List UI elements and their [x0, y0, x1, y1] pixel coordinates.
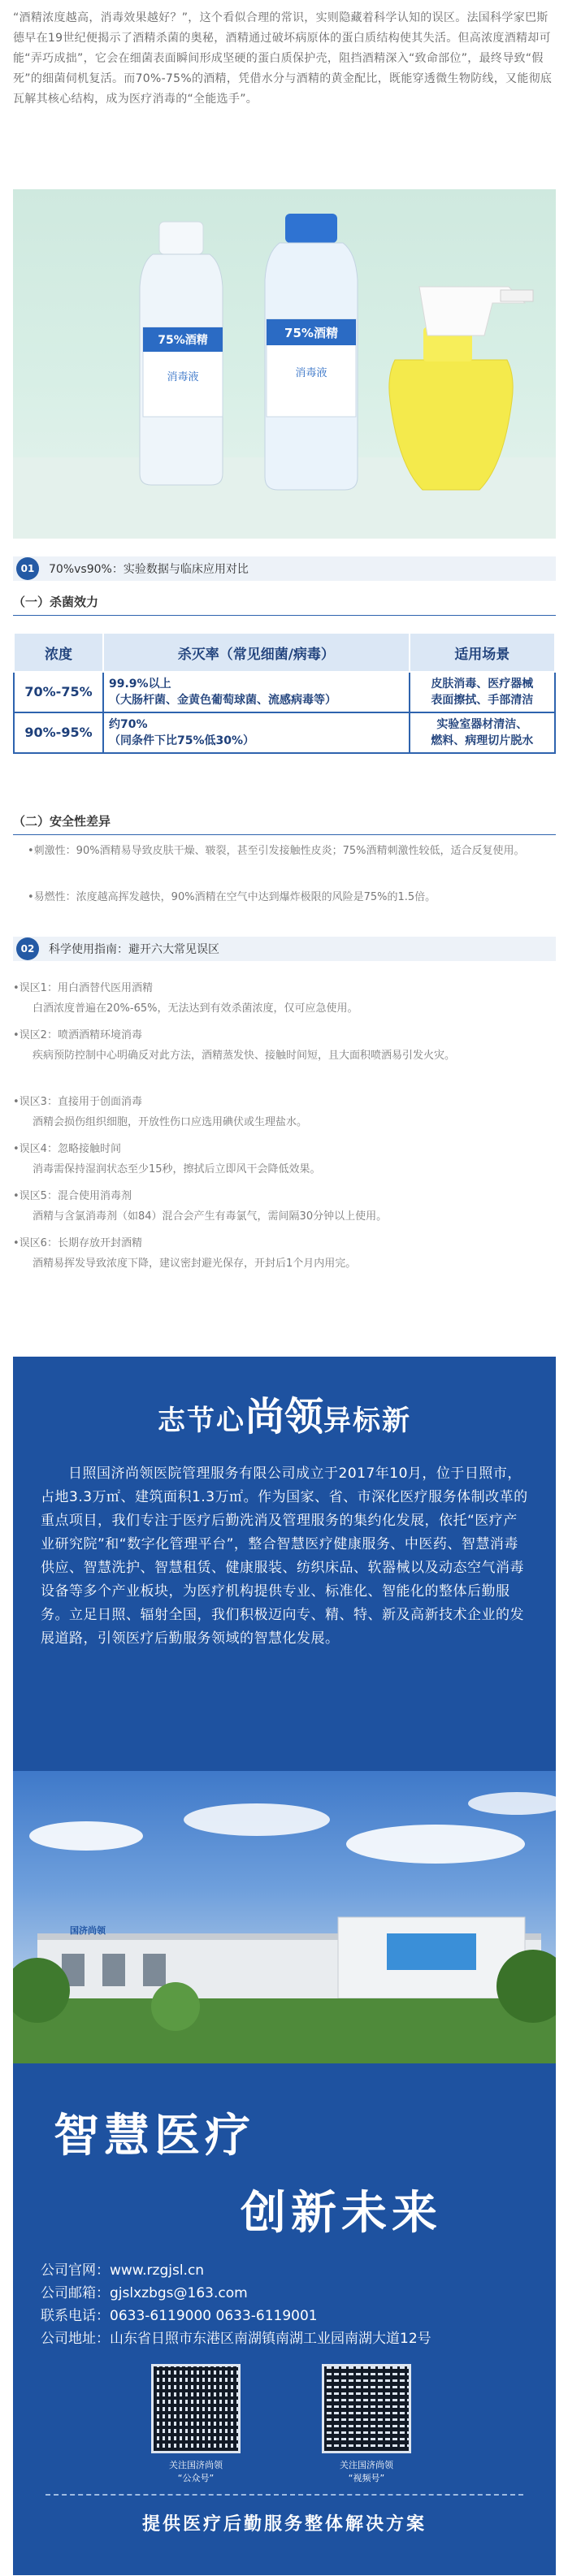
mistake-2-title: •误区2：喷洒酒精环境消毒: [13, 1029, 142, 1041]
table-row: [14, 672, 555, 712]
section-header-2: [13, 937, 556, 961]
footer-dashed-line: [46, 2494, 523, 2496]
slogan-part-a: 志节心: [157, 1405, 245, 1437]
building-photo: [13, 1771, 556, 2063]
mistake-2-desc: 疾病预防控制中心明确反对此方法，酒精蒸发快、接触时间短，且大面积喷洒易引发火灾。: [33, 1050, 456, 1062]
kill-rate-table: [13, 632, 556, 754]
slogan-innovation: 创新未来: [241, 2187, 442, 2240]
qr-code-icon: [151, 2364, 241, 2453]
bottle1-label: 75%酒精: [158, 334, 208, 347]
contact-address: 公司地址：山东省日照市东港区南湖镇南湖工业园南湖大道12号: [41, 2331, 431, 2347]
kill-heading-divider: [13, 615, 556, 616]
mistake-4-desc: 消毒需保持湿润状态至少15秒，擦拭后立即风干会降低效果。: [33, 1163, 321, 1175]
header-kill-rate: 杀灭率（常见细菌/病毒）: [103, 633, 410, 672]
safety-heading: （二）安全性差异: [13, 814, 111, 829]
slogan-part-c: 领: [284, 1394, 324, 1440]
qr-video-account[interactable]: [322, 2364, 411, 2484]
row1-scene-1: 皮肤消毒、医疗器械: [431, 678, 534, 691]
row1-rate: [103, 672, 410, 712]
mistake-3-desc: 酒精会损伤组织细胞，开放性伤口应选用碘伏或生理盐水。: [33, 1116, 308, 1128]
row2-rate-note: （同条件下比75%低30%）: [109, 734, 255, 747]
ad-slogan: [13, 1385, 556, 1441]
qr-official-account[interactable]: [151, 2364, 241, 2484]
contact-email[interactable]: 公司邮箱：gjslxzbgs@163.com: [41, 2285, 248, 2301]
mistake-6-title: •误区6：长期存放开封酒精: [13, 1237, 142, 1249]
mistake-4-title: •误区4：忽略接触时间: [13, 1143, 121, 1155]
kill-heading: （一）杀菌效力: [13, 595, 99, 609]
qr-code-icon: [322, 2364, 411, 2453]
section-number-1: 01: [16, 557, 39, 580]
row2-rate-main: 约70%: [109, 718, 148, 731]
bottle2-label: 75%酒精: [284, 326, 338, 340]
bottle2-sublabel: 消毒液: [295, 367, 327, 379]
header-concentration: 浓度: [14, 633, 103, 672]
mistake-1-title: •误区1：用白酒替代医用酒精: [13, 982, 153, 994]
row2-scene-1: 实验室器材清洁、: [436, 718, 528, 731]
section-title-1: 70%vs90%：实验数据与临床应用对比: [49, 563, 249, 576]
row2-scene: [410, 712, 555, 753]
building-illustration: [13, 1771, 556, 2063]
section-header-1: [13, 556, 556, 581]
alcohol-bottles-photo: [13, 189, 556, 539]
safety-heading-divider: [13, 834, 556, 835]
intro-paragraph: “酒精浓度越高，消毒效果越好？”，这个看似合理的常识，实则隐藏着科学认知的误区。法国科学家巴斯德早在19世纪便揭示了酒精杀菌的奥秘，酒精通过破坏病原体的蛋白质结构使其失活。但高浓度酒精却可能“弄巧成拙”，它会在细菌表面瞬间形成坚硬的蛋白质保护壳，阻挡酒精深入“致命部位”，最终导致“假死”的细菌伺机复活。而70%-75%的酒精，凭借水分与酒精的黄金配比，既能穿透微生物防线，又能彻底瓦解其核心结构，成为医疗消毒的“全能选手”。: [13, 11, 553, 106]
building-sign: 国济尚领: [70, 1925, 106, 1936]
slogan-smart-medical: 智慧医疗: [54, 2110, 255, 2163]
table-header-row: [14, 633, 555, 672]
slogan-part-b: 尚: [245, 1394, 284, 1440]
row1-scene: [410, 672, 555, 712]
mistake-5-desc: 酒精与含氯消毒剂（如84）混合会产生有毒氯气，需间隔30分钟以上使用。: [33, 1210, 388, 1223]
row1-rate-note: （大肠杆菌、金黄色葡萄球菌、流感病毒等）: [109, 694, 336, 707]
row2-concentration: 90%-95%: [14, 712, 103, 753]
row2-rate: [103, 712, 410, 753]
qr1-caption: 关注国济尚领 “公众号”: [169, 2460, 223, 2483]
safety-irritation: •刺激性：90%酒精易导致皮肤干燥、皲裂，甚至引发接触性皮炎；75%酒精刺激性较低，适合反复使用。: [28, 845, 525, 857]
table-row: [14, 712, 555, 753]
mistake-3-title: •误区3：直接用于创面消毒: [13, 1096, 142, 1108]
row1-concentration: 70%-75%: [14, 672, 103, 712]
row2-scene-2: 燃料、病理切片脱水: [431, 734, 534, 747]
company-intro: 日照国济尚领医院管理服务有限公司成立于2017年10月，位于日照市，占地3.3万㎡、建筑面积1.3万㎡。作为国家、省、市深化医疗服务体制改革的重点项目，我们专注于医疗后勤洗消及管理服务的集约化发展，依托“医疗产业研究院”和“数字化管理平台”，整合智慧医疗健康服务、中医药、智慧消毒供应、智慧洗护、智慧租赁、健康服装、纺织床品、软器械以及动态空气消毒设备等多个产业板块，为医疗机构提供专业、标准化、智能化的整体后勤服务。立足日照、辐射全国，我们积极迈向专、精、特、新及高新技术企业的发展道路，引领医疗后勤服务领域的智慧化发展。: [41, 1466, 528, 1647]
mistake-1-desc: 白酒浓度普遍在20%-65%，无法达到有效杀菌浓度，仅可应急使用。: [33, 1002, 358, 1015]
slogan-part-d: 异标新: [323, 1405, 412, 1437]
footer-tagline: 提供医疗后勤服务整体解决方案: [141, 2514, 427, 2535]
mistake-6-desc: 酒精易挥发导致浓度下降，建议密封避光保存，开封后1个月内用完。: [33, 1258, 357, 1270]
contact-website[interactable]: 公司官网：www.rzgjsl.cn: [41, 2262, 205, 2279]
section-number-2: 02: [16, 937, 39, 960]
header-scene: 适用场景: [410, 633, 555, 672]
section-title-2: 科学使用指南：避开六大常见误区: [49, 943, 219, 956]
contact-phone: 联系电话：0633-6119000 0633-6119001: [41, 2308, 318, 2324]
mistake-5-title: •误区5：混合使用消毒剂: [13, 1190, 132, 1202]
bottle1-sublabel: 消毒液: [167, 371, 199, 383]
row1-rate-main: 99.9%以上: [109, 678, 171, 691]
safety-flammability: •易燃性：浓度越高挥发越快，90%酒精在空气中达到爆炸极限的风险是75%的1.5倍。: [28, 891, 436, 903]
qr2-caption: 关注国济尚领 “视频号”: [340, 2460, 393, 2483]
company-advert: [13, 1357, 556, 2575]
row1-scene-2: 表面擦拭、手部清洁: [431, 694, 534, 707]
